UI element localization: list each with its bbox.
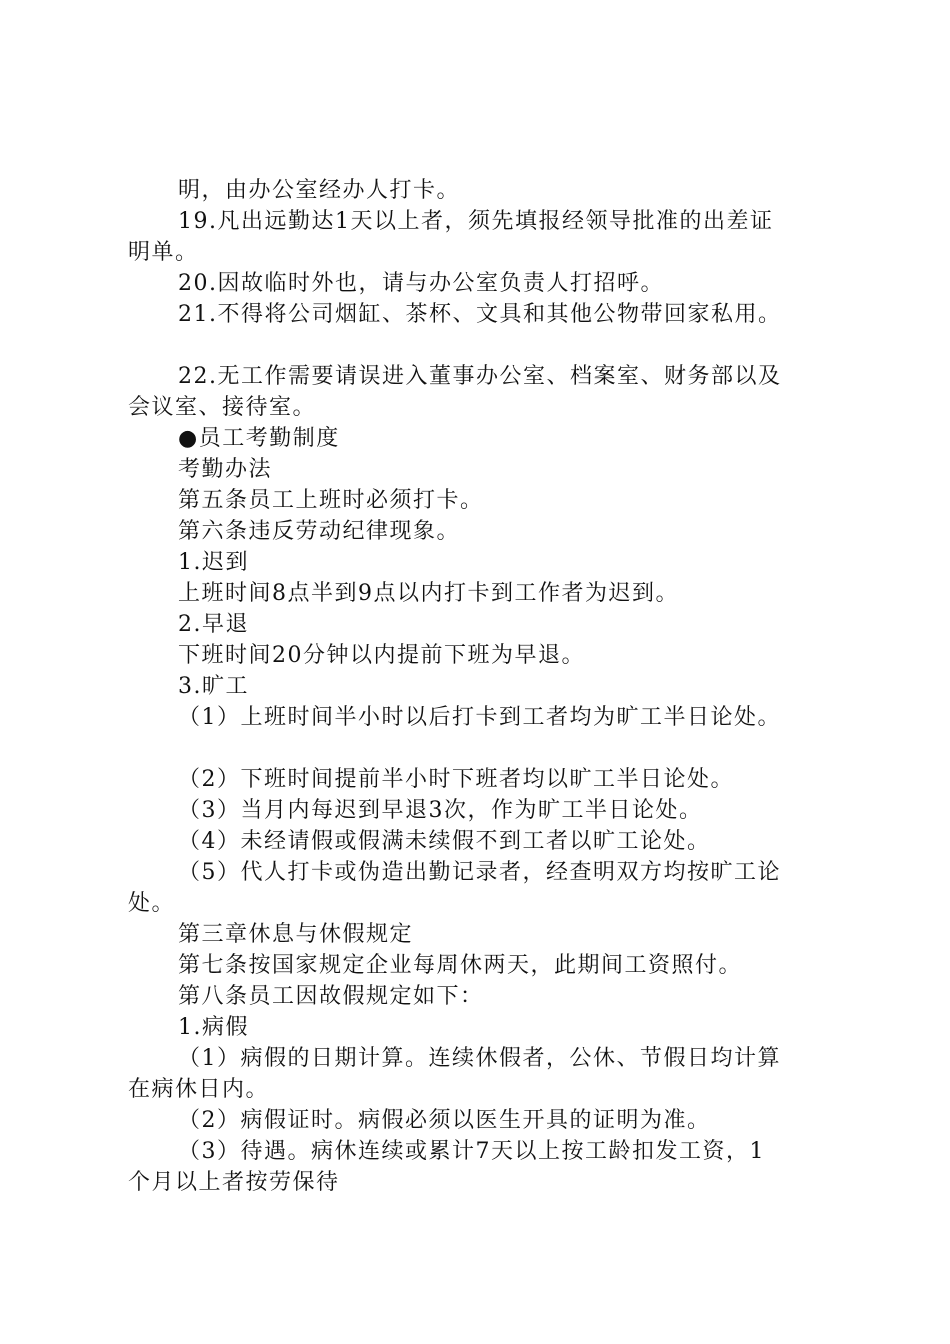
text-line: 21.不得将公司烟缸、茶杯、文具和其他公物带回家私用。: [178, 302, 782, 327]
text-line: 22.无工作需要请误进入董事办公室、档案室、财务部以及: [178, 364, 782, 389]
text-line: 会议室、接待室。: [128, 395, 317, 420]
text-line: 明，由办公室经办人打卡。: [178, 178, 461, 203]
text-line: （3）待遇。病休连续或累计7天以上按工龄扣发工资，1: [178, 1139, 765, 1164]
text-line: （3）当月内每迟到早退3次，作为旷工半日论处。: [178, 798, 703, 823]
text-line: 下班时间20分钟以内提前下班为早退。: [178, 643, 585, 668]
text-line: 处。: [128, 891, 176, 916]
text-line: 个月以上者按劳保待: [128, 1170, 340, 1195]
text-line: 第五条员工上班时必须打卡。: [178, 488, 484, 513]
text-line: 在病休日内。: [128, 1077, 270, 1102]
text-line: 19.凡出远勤达1天以上者，须先填报经领导批准的出差证: [178, 209, 774, 234]
text-line: 1.病假: [178, 1015, 249, 1040]
text-line: （5）代人打卡或伪造出勤记录者，经查明双方均按旷工论: [178, 860, 781, 885]
text-line: 第六条违反劳动纪律现象。: [178, 519, 461, 544]
text-line: 1.迟到: [178, 550, 249, 575]
text-line: 明单。: [128, 240, 199, 265]
text-line: 3.旷工: [178, 674, 249, 699]
blank-line: [128, 330, 833, 361]
text-line: （2）病假证时。病假必须以医生开具的证明为准。: [178, 1108, 711, 1133]
text-line: 2.早退: [178, 612, 249, 637]
text-line: （1）病假的日期计算。连续休假者，公休、节假日均计算: [178, 1046, 781, 1071]
text-line: （1）上班时间半小时以后打卡到工者均为旷工半日论处。: [178, 705, 781, 730]
text-line: 上班时间8点半到9点以内打卡到工作者为迟到。: [178, 581, 679, 606]
text-line: 20.因故临时外也，请与办公室负责人打招呼。: [178, 271, 664, 296]
text-line: 第八条员工因故假规定如下：: [178, 984, 484, 1009]
document-body: [128, 175, 833, 1198]
text-line: 第三章休息与休假规定: [178, 922, 414, 947]
blank-line: [128, 733, 833, 764]
text-line: 考勤办法: [178, 457, 273, 482]
text-line: （4）未经请假或假满未续假不到工者以旷工论处。: [178, 829, 711, 854]
text-line: 第七条按国家规定企业每周休两天，此期间工资照付。: [178, 953, 743, 978]
text-line: ●员工考勤制度: [178, 426, 340, 451]
text-line: （2）下班时间提前半小时下班者均以旷工半日论处。: [178, 767, 734, 792]
